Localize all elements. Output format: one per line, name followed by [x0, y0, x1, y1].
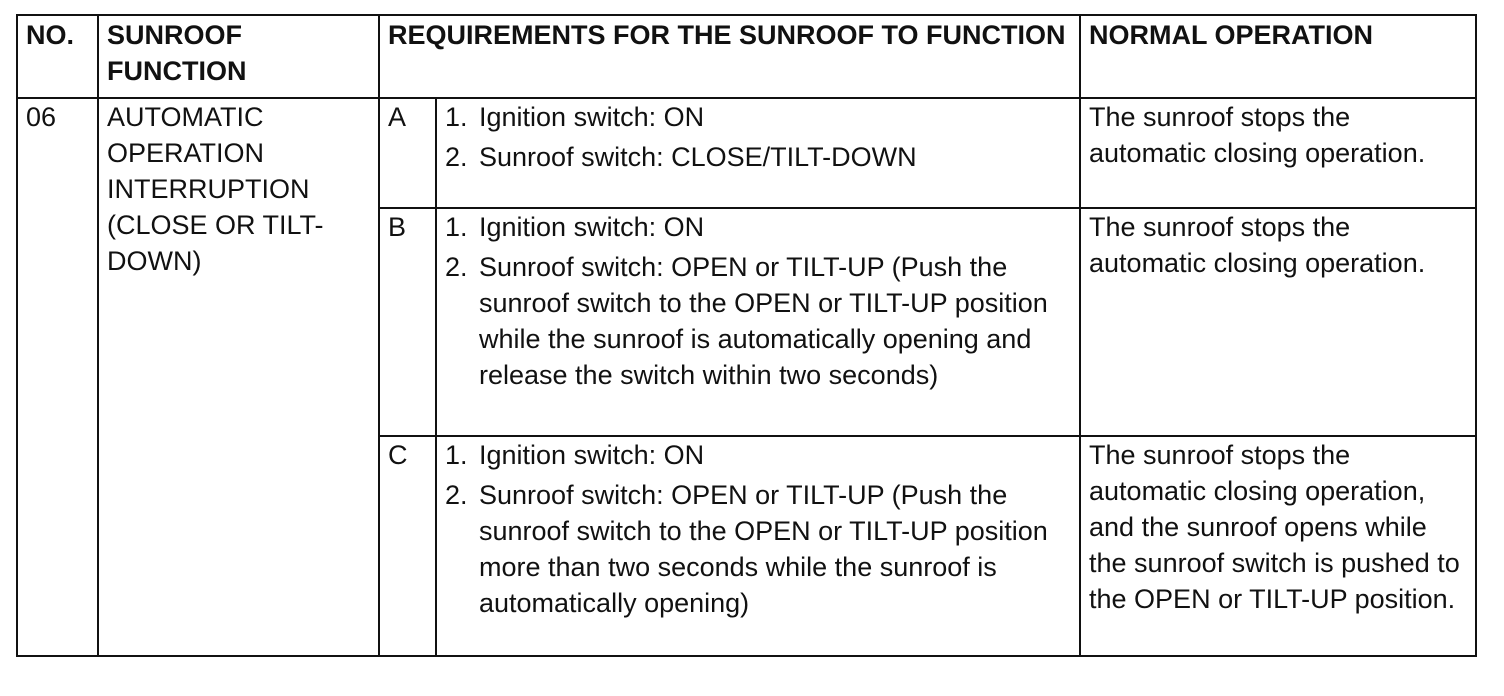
case-letter: A — [379, 98, 436, 208]
requirement-step — [445, 249, 1071, 393]
requirements-list — [445, 437, 1071, 621]
step-text: Sunroof switch: OPEN or TILT-UP (Push the sunroof switch to the OPEN or TILT-UP position more than two seconds while the sunroof is automatically opening) — [479, 480, 1048, 618]
step-number: 2. — [445, 142, 468, 172]
step-text: Sunroof switch: CLOSE/TILT-DOWN — [479, 142, 917, 172]
header-sunroof-function: SUNROOF FUNCTION — [98, 15, 379, 98]
normal-operation-text: The sunroof stops the automatic closing operation, and the sunroof opens while the sunroof switch is pushed to the OPEN or TILT-UP position. — [1080, 436, 1476, 656]
requirements-cell — [436, 208, 1080, 436]
case-letter: C — [379, 436, 436, 656]
header-no: NO. — [17, 15, 98, 98]
requirement-step — [445, 99, 1071, 135]
requirements-list — [445, 209, 1071, 393]
step-number: 1. — [445, 212, 468, 242]
requirements-cell — [436, 436, 1080, 656]
case-letter: B — [379, 208, 436, 436]
row-number: 06 — [17, 98, 98, 656]
step-number: 2. — [445, 252, 468, 282]
requirement-step — [445, 477, 1071, 621]
sunroof-function-table — [16, 14, 1477, 657]
requirement-step — [445, 139, 1071, 175]
step-text: Ignition switch: ON — [479, 212, 705, 242]
step-number: 1. — [445, 440, 468, 470]
normal-operation-text: The sunroof stops the automatic closing operation. — [1080, 208, 1476, 436]
requirement-step — [445, 209, 1071, 245]
header-row — [17, 15, 1476, 98]
requirements-list — [445, 99, 1071, 175]
sunroof-function-name: AUTOMATIC OPERATION INTERRUPTION (CLOSE OR TILT-DOWN) — [98, 98, 379, 656]
requirement-step — [445, 437, 1071, 473]
requirements-cell — [436, 98, 1080, 208]
header-requirements: REQUIREMENTS FOR THE SUNROOF TO FUNCTION — [379, 15, 1080, 98]
step-number: 1. — [445, 102, 468, 132]
step-text: Ignition switch: ON — [479, 440, 705, 470]
table-row — [17, 98, 1476, 208]
step-number: 2. — [445, 480, 468, 510]
step-text: Ignition switch: ON — [479, 102, 705, 132]
normal-operation-text: The sunroof stops the automatic closing operation. — [1080, 98, 1476, 208]
header-normal-operation: NORMAL OPERATION — [1080, 15, 1476, 98]
step-text: Sunroof switch: OPEN or TILT-UP (Push the sunroof switch to the OPEN or TILT-UP position while the sunroof is automatically opening and release the switch within two seconds) — [479, 252, 1048, 390]
